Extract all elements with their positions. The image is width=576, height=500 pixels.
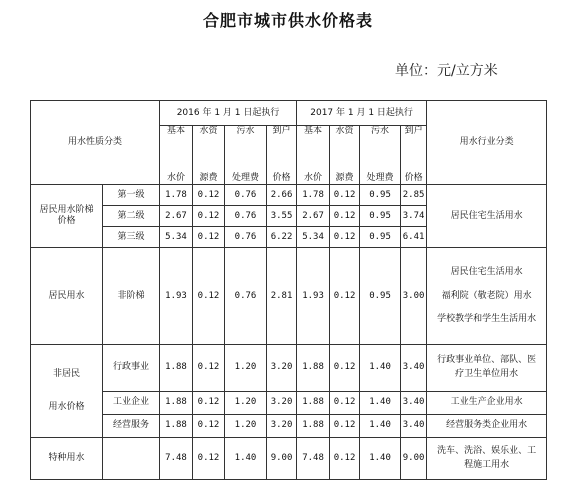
category-header: 用水性质分类 <box>31 101 160 185</box>
group-resident: 居民用水 <box>31 248 103 345</box>
sub-category: 工业企业 <box>103 391 160 414</box>
sub-category: 非阶梯 <box>103 248 160 345</box>
cell: 1.93 <box>297 248 330 345</box>
water-price-table <box>30 100 547 480</box>
cell: 0.12 <box>193 391 225 414</box>
cell: 1.20 <box>225 414 267 437</box>
industry-cell: 居民住宅生活用水 福利院（敬老院）用水 学校教学和学生生活用水 <box>427 248 547 345</box>
cell: 1.93 <box>160 248 193 345</box>
table-row <box>31 437 547 479</box>
cell: 0.76 <box>225 248 267 345</box>
cell: 1.20 <box>225 345 267 391</box>
col-header: 水资 源费 <box>193 126 225 185</box>
cell: 7.48 <box>160 437 193 479</box>
cell: 0.76 <box>225 185 267 206</box>
cell: 3.40 <box>401 345 427 391</box>
unit-label: 单位：元/立方米 <box>395 63 498 79</box>
table-row <box>31 391 547 414</box>
cell: 0.12 <box>193 345 225 391</box>
group-non-resident: 非居民 用水价格 <box>31 345 103 438</box>
cell: 0.95 <box>360 206 401 227</box>
header-row-1 <box>31 101 547 126</box>
cell: 0.76 <box>225 227 267 248</box>
cell: 1.88 <box>160 414 193 437</box>
cell: 1.88 <box>297 345 330 391</box>
cell: 9.00 <box>401 437 427 479</box>
cell: 3.20 <box>267 391 297 414</box>
cell: 1.40 <box>360 437 401 479</box>
cell: 0.12 <box>193 206 225 227</box>
cell: 1.88 <box>297 391 330 414</box>
cell: 2.66 <box>267 185 297 206</box>
industry-cell: 居民住宅生活用水 <box>427 185 547 248</box>
table-row <box>31 248 547 345</box>
col-header: 到户 价格 <box>401 126 427 185</box>
cell: 3.55 <box>267 206 297 227</box>
col-header: 基本 水价 <box>297 126 330 185</box>
period-2016-header: 2016 年 1 月 1 日起执行 <box>160 101 297 126</box>
cell: 0.12 <box>193 437 225 479</box>
cell: 3.40 <box>401 391 427 414</box>
cell: 3.00 <box>401 248 427 345</box>
group-special: 特种用水 <box>31 437 103 479</box>
cell: 1.88 <box>297 414 330 437</box>
period-2017-header: 2017 年 1 月 1 日起执行 <box>297 101 427 126</box>
cell: 1.40 <box>360 345 401 391</box>
cell: 1.40 <box>225 437 267 479</box>
cell: 1.78 <box>160 185 193 206</box>
cell: 6.22 <box>267 227 297 248</box>
cell: 0.12 <box>193 414 225 437</box>
cell: 1.40 <box>360 414 401 437</box>
col-header: 基本 水价 <box>160 126 193 185</box>
sub-category: 经营服务 <box>103 414 160 437</box>
cell: 0.12 <box>330 414 360 437</box>
industry-cell: 经营服务类企业用水 <box>427 414 547 437</box>
cell: 0.95 <box>360 248 401 345</box>
table-row <box>31 345 547 391</box>
col-header: 到户 价格 <box>267 126 297 185</box>
cell: 0.12 <box>330 185 360 206</box>
cell: 3.40 <box>401 414 427 437</box>
sub-category <box>103 437 160 479</box>
cell: 9.00 <box>267 437 297 479</box>
table-row <box>31 414 547 437</box>
cell: 1.20 <box>225 391 267 414</box>
cell: 2.67 <box>160 206 193 227</box>
cell: 3.74 <box>401 206 427 227</box>
sub-category: 行政事业 <box>103 345 160 391</box>
cell: 2.81 <box>267 248 297 345</box>
col-header: 水资 源费 <box>330 126 360 185</box>
cell: 0.12 <box>330 248 360 345</box>
page-title: 合肥市城市供水价格表 <box>202 11 373 30</box>
cell: 7.48 <box>297 437 330 479</box>
group-resident-tier: 居民用水阶梯 价格 <box>31 185 103 248</box>
cell: 5.34 <box>297 227 330 248</box>
cell: 0.12 <box>330 437 360 479</box>
cell: 0.12 <box>330 206 360 227</box>
cell: 2.85 <box>401 185 427 206</box>
sub-category: 第一级 <box>103 185 160 206</box>
table-row <box>31 185 547 206</box>
cell: 0.12 <box>193 227 225 248</box>
industry-cell: 洗车、洗浴、娱乐业、工 程施工用水 <box>427 437 547 479</box>
cell: 5.34 <box>160 227 193 248</box>
industry-cell: 工业生产企业用水 <box>427 391 547 414</box>
cell: 6.41 <box>401 227 427 248</box>
cell: 0.76 <box>225 206 267 227</box>
cell: 0.12 <box>193 185 225 206</box>
cell: 0.12 <box>330 227 360 248</box>
sub-category: 第二级 <box>103 206 160 227</box>
cell: 0.12 <box>330 391 360 414</box>
cell: 1.88 <box>160 391 193 414</box>
cell: 1.78 <box>297 185 330 206</box>
cell: 1.40 <box>360 391 401 414</box>
cell: 0.12 <box>193 248 225 345</box>
cell: 3.20 <box>267 345 297 391</box>
cell: 2.67 <box>297 206 330 227</box>
cell: 0.95 <box>360 227 401 248</box>
cell: 0.95 <box>360 185 401 206</box>
cell: 0.12 <box>330 345 360 391</box>
cell: 3.20 <box>267 414 297 437</box>
sub-category: 第三级 <box>103 227 160 248</box>
industry-header: 用水行业分类 <box>427 101 547 185</box>
col-header: 污水 处理费 <box>225 126 267 185</box>
col-header: 污水 处理费 <box>360 126 401 185</box>
industry-cell: 行政事业单位、部队、医 疗卫生单位用水 <box>427 345 547 391</box>
cell: 1.88 <box>160 345 193 391</box>
